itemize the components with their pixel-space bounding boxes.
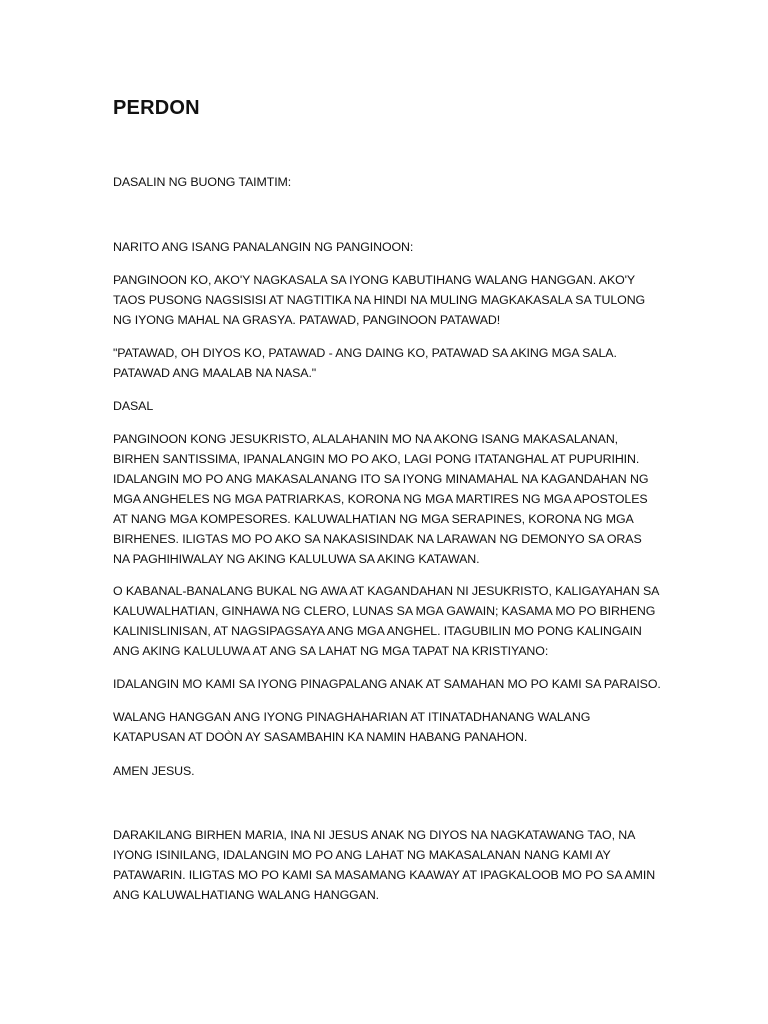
dasal-heading: DASAL [113, 399, 154, 413]
prayer-paragraph: PANGINOON KONG JESUKRISTO, ALALAHANIN MO NA AKONG ISANG MAKASALANAN, BIRHEN SANTISSIMA, IPANALANGIN MO PO AKO, LAGI PONG ITATANGHAL AT PUPURIHIN. IDALANGIN MO PO ANG MAKASALANANG ITO SA IYONG MINAMAHAL NA KAGANDAHAN NG MGA ANGHELES NG MGA PATRIARKAS, KORONA NG MGA MARTIRES NG MGA APOSTOLES AT NANG MGA KOMPESORES. KALUWALHATIAN NG MGA SERAPINES, KORONA NG MGA BIRHENES. ILIGTAS MO PO AKO SA NAKASISINDAK NA LARAWAN NG DEMONYO SA ORAS NA PAGHIHIWALAY NG AKING KALULUWA SA AKING KATAWAN. [113, 432, 649, 566]
instruction-heading: DASALIN NG BUONG TAIMTIM: [113, 175, 292, 189]
prayer-paragraph: WALANG HANGGAN ANG IYONG PINAGHAHARIAN AT ITINATADHANANG WALANG KATAPUSAN AT DOÒN AY SASAMBAHIN KA NAMIN HABANG PANAHON. [113, 710, 591, 744]
prayer-paragraph: DARAKILANG BIRHEN MARIA, INA NI JESUS ANAK NG DIYOS NA NAGKATAWANG TAO, NA IYONG ISINILANG, IDALANGIN MO PO ANG LAHAT NG MAKASALANAN NANG KAMI AY PATAWARIN. ILIGTAS MO PO KAMI SA MASAMANG KAAWAY AT IPAGKALOOB MO PO SA AMIN ANG KALUWALHATIANG WALANG HANGGAN. [113, 828, 656, 902]
prayer-intro-heading: NARITO ANG ISANG PANALANGIN NG PANGINOON: [113, 240, 414, 254]
document-title: PERDON [113, 97, 200, 119]
prayer-paragraph: IDALANGIN MO KAMI SA IYONG PINAGPALANG ANAK AT SAMAHAN MO PO KAMI SA PARAISO. [113, 677, 661, 691]
prayer-paragraph: O KABANAL-BANALANG BUKAL NG AWA AT KAGANDAHAN NI JESUKRISTO, KALIGAYAHAN SA KALUWALHATIAN, GINHAWA NG CLERO, LUNAS SA MGA GAWAIN; KASAMA MO PO BIRHENG KALINISLINISAN, AT NAGSIPAGSAYA ANG MGA ANGHEL. ITAGUBILIN MO PONG KALINGAIN ANG AKING KALULUWA AT ANG SA LAHAT NG MGA TAPAT NA KRISTIYANO: [113, 584, 659, 658]
prayer-paragraph: PANGINOON KO, AKO'Y NAGKASALA SA IYONG KABUTIHANG WALANG HANGGAN. AKO'Y TAOS PUSONG NAGSISISI AT NAGTITIKA NA HINDI NA MULING MAGKAKASALA SA TULONG NG IYONG MAHAL NA GRASYA. PATAWAD, PANGINOON PATAWAD! [113, 273, 646, 327]
amen-line: AMEN JESUS. [113, 764, 195, 778]
quoted-prayer-paragraph: "PATAWAD, OH DIYOS KO, PATAWAD - ANG DAING KO, PATAWAD SA AKING MGA SALA. PATAWAD ANG MAALAB NA NASA." [113, 346, 617, 380]
